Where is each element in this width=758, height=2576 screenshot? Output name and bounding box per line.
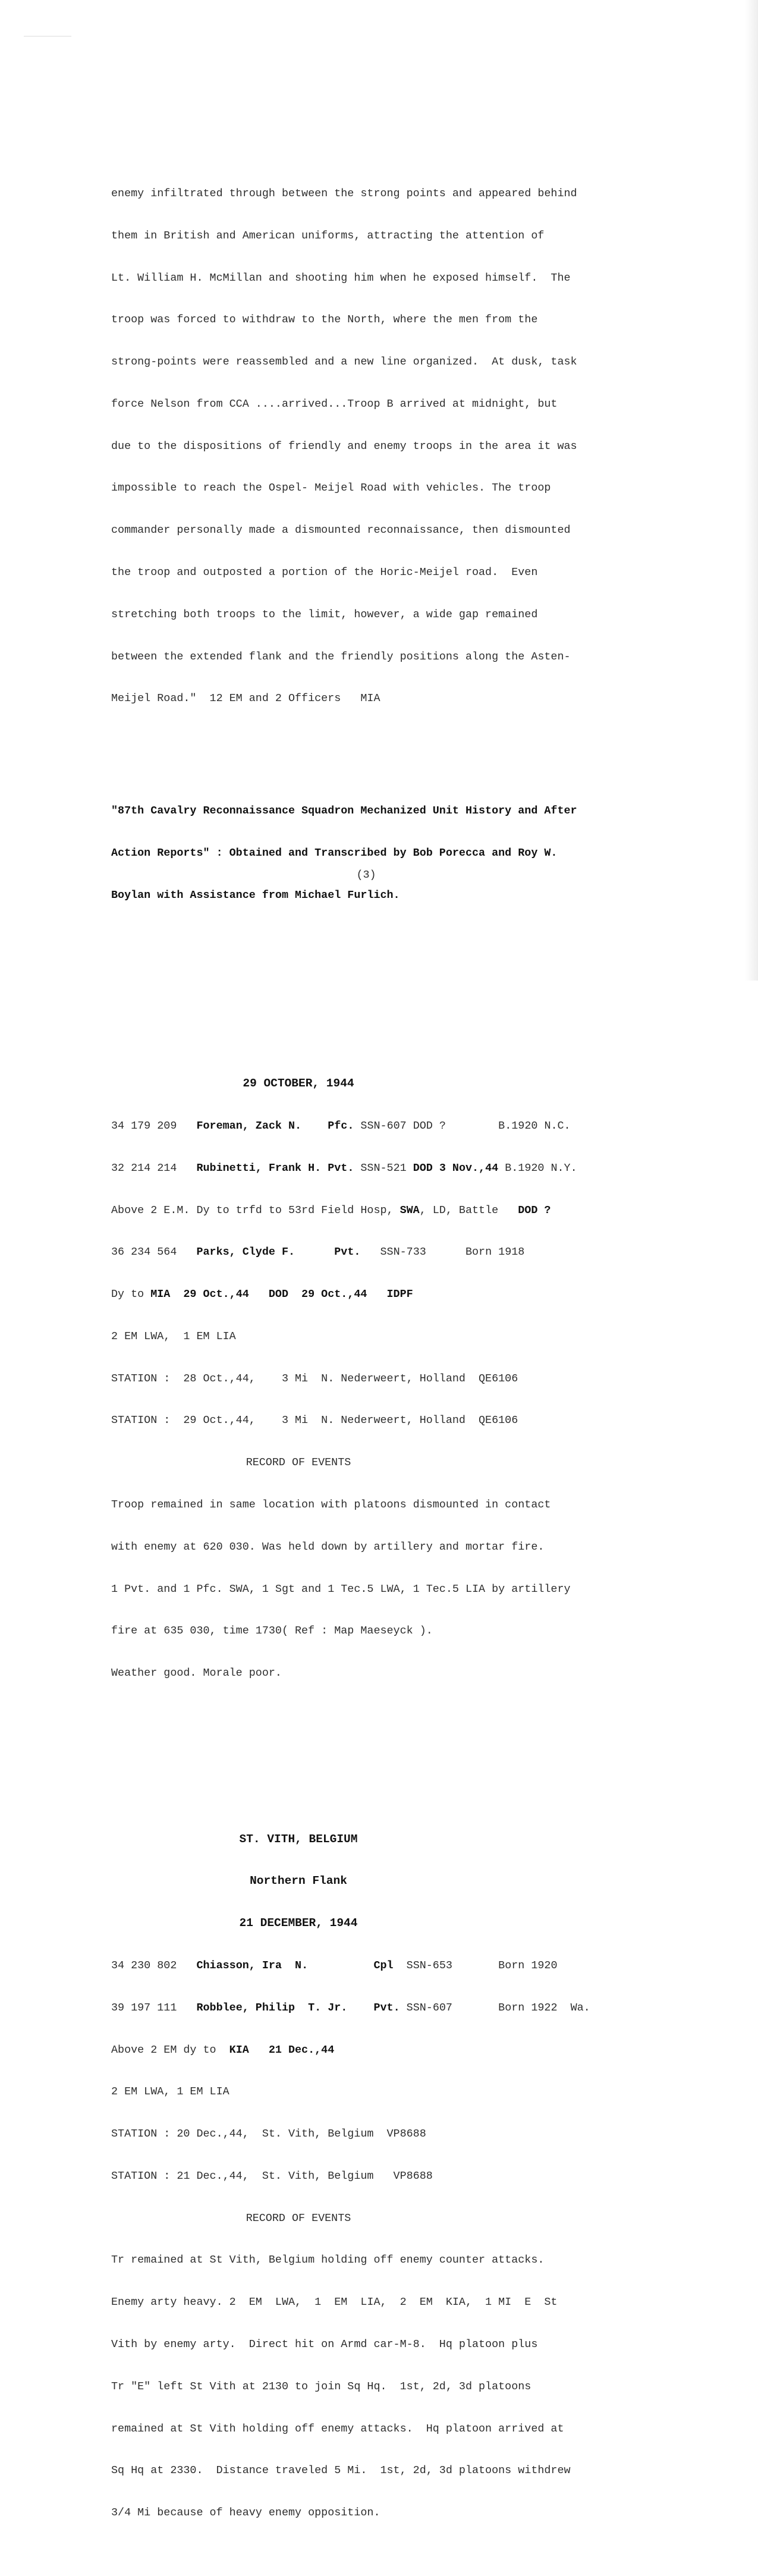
intro-paragraph	[111, 159, 646, 734]
record-of-events-heading: RECORD OF EVENTS	[246, 2211, 351, 2225]
text-line: force Nelson from CCA ....arrived...Troop B arrived at midnight, but	[111, 397, 558, 410]
row-details: SSN-733 Born 1918	[360, 1246, 525, 1259]
text-line: enemy infiltrated through between the strong points and appeared behind	[111, 187, 577, 200]
text-line: between the extended flank and the friendly positions along the Asten-	[111, 650, 571, 663]
text-line: commander personally made a dismounted reconnaissance, then dismounted	[111, 524, 571, 537]
casualty-row	[111, 1959, 646, 1973]
text-line: them in British and American uniforms, attracting the attention of	[111, 229, 545, 242]
status-line: 2 EM LWA, 1 EM LIA	[111, 1330, 236, 1343]
row-details: B.1920 N.Y.	[498, 1161, 577, 1174]
text-line: troop was forced to withdraw to the North, where the men from the	[111, 313, 538, 326]
page-number: (3)	[356, 869, 376, 881]
event-line: Tr "E" left St Vith at 2130 to join Sq Hq. 1st, 2d, 3d platoons	[111, 2380, 531, 2393]
scan-speck	[24, 36, 71, 37]
text-line: stretching both troops to the limit, however, a wide gap remained	[111, 608, 538, 621]
station-line: STATION : 20 Dec.,44, St. Vith, Belgium VP8688	[111, 2128, 426, 2141]
event-line: Tr remained at St Vith, Belgium holding off enemy counter attacks.	[111, 2254, 545, 2267]
event-line: fire at 635 030, time 1730( Ref : Map Maeseyck ).	[111, 1625, 433, 1638]
status-line: Dy to MIA 29 Oct.,44 DOD 29 Oct.,44 IDPF	[111, 1288, 413, 1301]
rank: Cpl	[373, 1959, 394, 1972]
december-section	[111, 1804, 646, 2547]
text-line: the troop and outposted a portion of the Horic-Meijel road. Even	[111, 566, 538, 579]
ssn: SSN-521	[354, 1161, 413, 1174]
row-details: SSN-607 DOD ? B.1920 N.C.	[354, 1119, 571, 1132]
soldier-name: Parks, Clyde F.	[196, 1246, 295, 1259]
serial-number: 39 197 111	[111, 2001, 197, 2014]
event-line: 3/4 Mi because of heavy enemy opposition.	[111, 2506, 380, 2520]
event-line: Weather good. Morale poor.	[111, 1667, 282, 1680]
citation-line: Boylan with Assistance from Michael Furlich.	[111, 888, 400, 901]
station-line: STATION : 21 Dec.,44, St. Vith, Belgium VP8688	[111, 2169, 433, 2182]
soldier-name: Foreman, Zack N.	[196, 1119, 302, 1132]
october-section	[111, 1049, 646, 1708]
station-line: STATION : 29 Oct.,44, 3 Mi N. Nederweert, Holland QE6106	[111, 1414, 518, 1427]
soldier-name: Rubinetti, Frank H. Pvt.	[196, 1161, 354, 1174]
serial-number: 34 179 209	[111, 1119, 197, 1132]
document-body	[111, 117, 646, 2576]
citation-line: "87th Cavalry Reconnaissance Squadron Mechanized Unit History and After	[111, 805, 577, 818]
serial-number: 34 230 802	[111, 1959, 197, 1972]
text-line: Meijel Road." 12 EM and 2 Officers MIA	[111, 692, 380, 705]
casualty-row	[111, 2001, 646, 2015]
serial-number: 36 234 564	[111, 1246, 197, 1259]
page-edge-shadow	[745, 0, 758, 981]
casualty-row	[111, 1245, 646, 1259]
section-flank-heading: Northern Flank	[250, 1874, 347, 1888]
event-line: Enemy arty heavy. 2 EM LWA, 1 EM LIA, 2 EM KIA, 1 MI E St	[111, 2296, 558, 2309]
status-line: Above 2 E.M. Dy to trfd to 53rd Field Hosp, SWA, LD, Battle DOD ?	[111, 1204, 551, 1217]
text-line: impossible to reach the Ospel- Meijel Road with vehicles. The troop	[111, 482, 551, 495]
section-place-heading: ST. VITH, BELGIUM	[239, 1832, 358, 1846]
event-line: 1 Pvt. and 1 Pfc. SWA, 1 Sgt and 1 Tec.5 LWA, 1 Tec.5 LIA by artillery	[111, 1582, 571, 1595]
casualty-row	[111, 1161, 646, 1176]
rank: Pvt.	[373, 2001, 400, 2014]
source-citation	[111, 776, 646, 931]
soldier-name: Chiasson, Ira N.	[196, 1959, 309, 1972]
text-line: strong-points were reassembled and a new line organized. At dusk, task	[111, 356, 577, 369]
station-line: STATION : 28 Oct.,44, 3 Mi N. Nederweert, Holland QE6106	[111, 1372, 518, 1385]
citation-line: Action Reports" : Obtained and Transcribed by Bob Porecca and Roy W.	[111, 846, 558, 859]
status-line: Above 2 EM dy to KIA 21 Dec.,44	[111, 2043, 335, 2056]
serial-number: 32 214 214	[111, 1161, 197, 1174]
event-line: Vith by enemy arty. Direct hit on Armd car-M-8. Hq platoon plus	[111, 2338, 538, 2351]
record-of-events-heading: RECORD OF EVENTS	[246, 1456, 351, 1469]
event-line: remained at St Vith holding off enemy attacks. Hq platoon arrived at	[111, 2422, 564, 2435]
row-details: SSN-607 Born 1922 Wa.	[400, 2001, 590, 2014]
row-details: SSN-653 Born 1920	[393, 1959, 558, 1972]
soldier-name: Robblee, Philip T. Jr.	[196, 2001, 348, 2014]
text-line: due to the dispositions of friendly and enemy troops in the area it was	[111, 439, 577, 453]
event-line: Sq Hq at 2330. Distance traveled 5 Mi. 1st, 2d, 3d platoons withdrew	[111, 2464, 571, 2477]
casualty-row	[111, 1119, 646, 1133]
text-line: Lt. William H. McMillan and shooting him when he exposed himself. The	[111, 271, 571, 284]
section-date-heading: 21 DECEMBER, 1944	[239, 1917, 358, 1930]
dod-date: DOD 3 Nov.,44	[413, 1161, 499, 1174]
event-line: with enemy at 620 030. Was held down by artillery and mortar fire.	[111, 1540, 545, 1553]
event-line: Troop remained in same location with platoons dismounted in contact	[111, 1499, 551, 1511]
rank: Pvt.	[334, 1246, 361, 1259]
section-date-heading: 29 OCTOBER, 1944	[243, 1077, 354, 1091]
rank: Pfc.	[328, 1119, 354, 1132]
status-line: 2 EM LWA, 1 EM LIA	[111, 2085, 229, 2099]
